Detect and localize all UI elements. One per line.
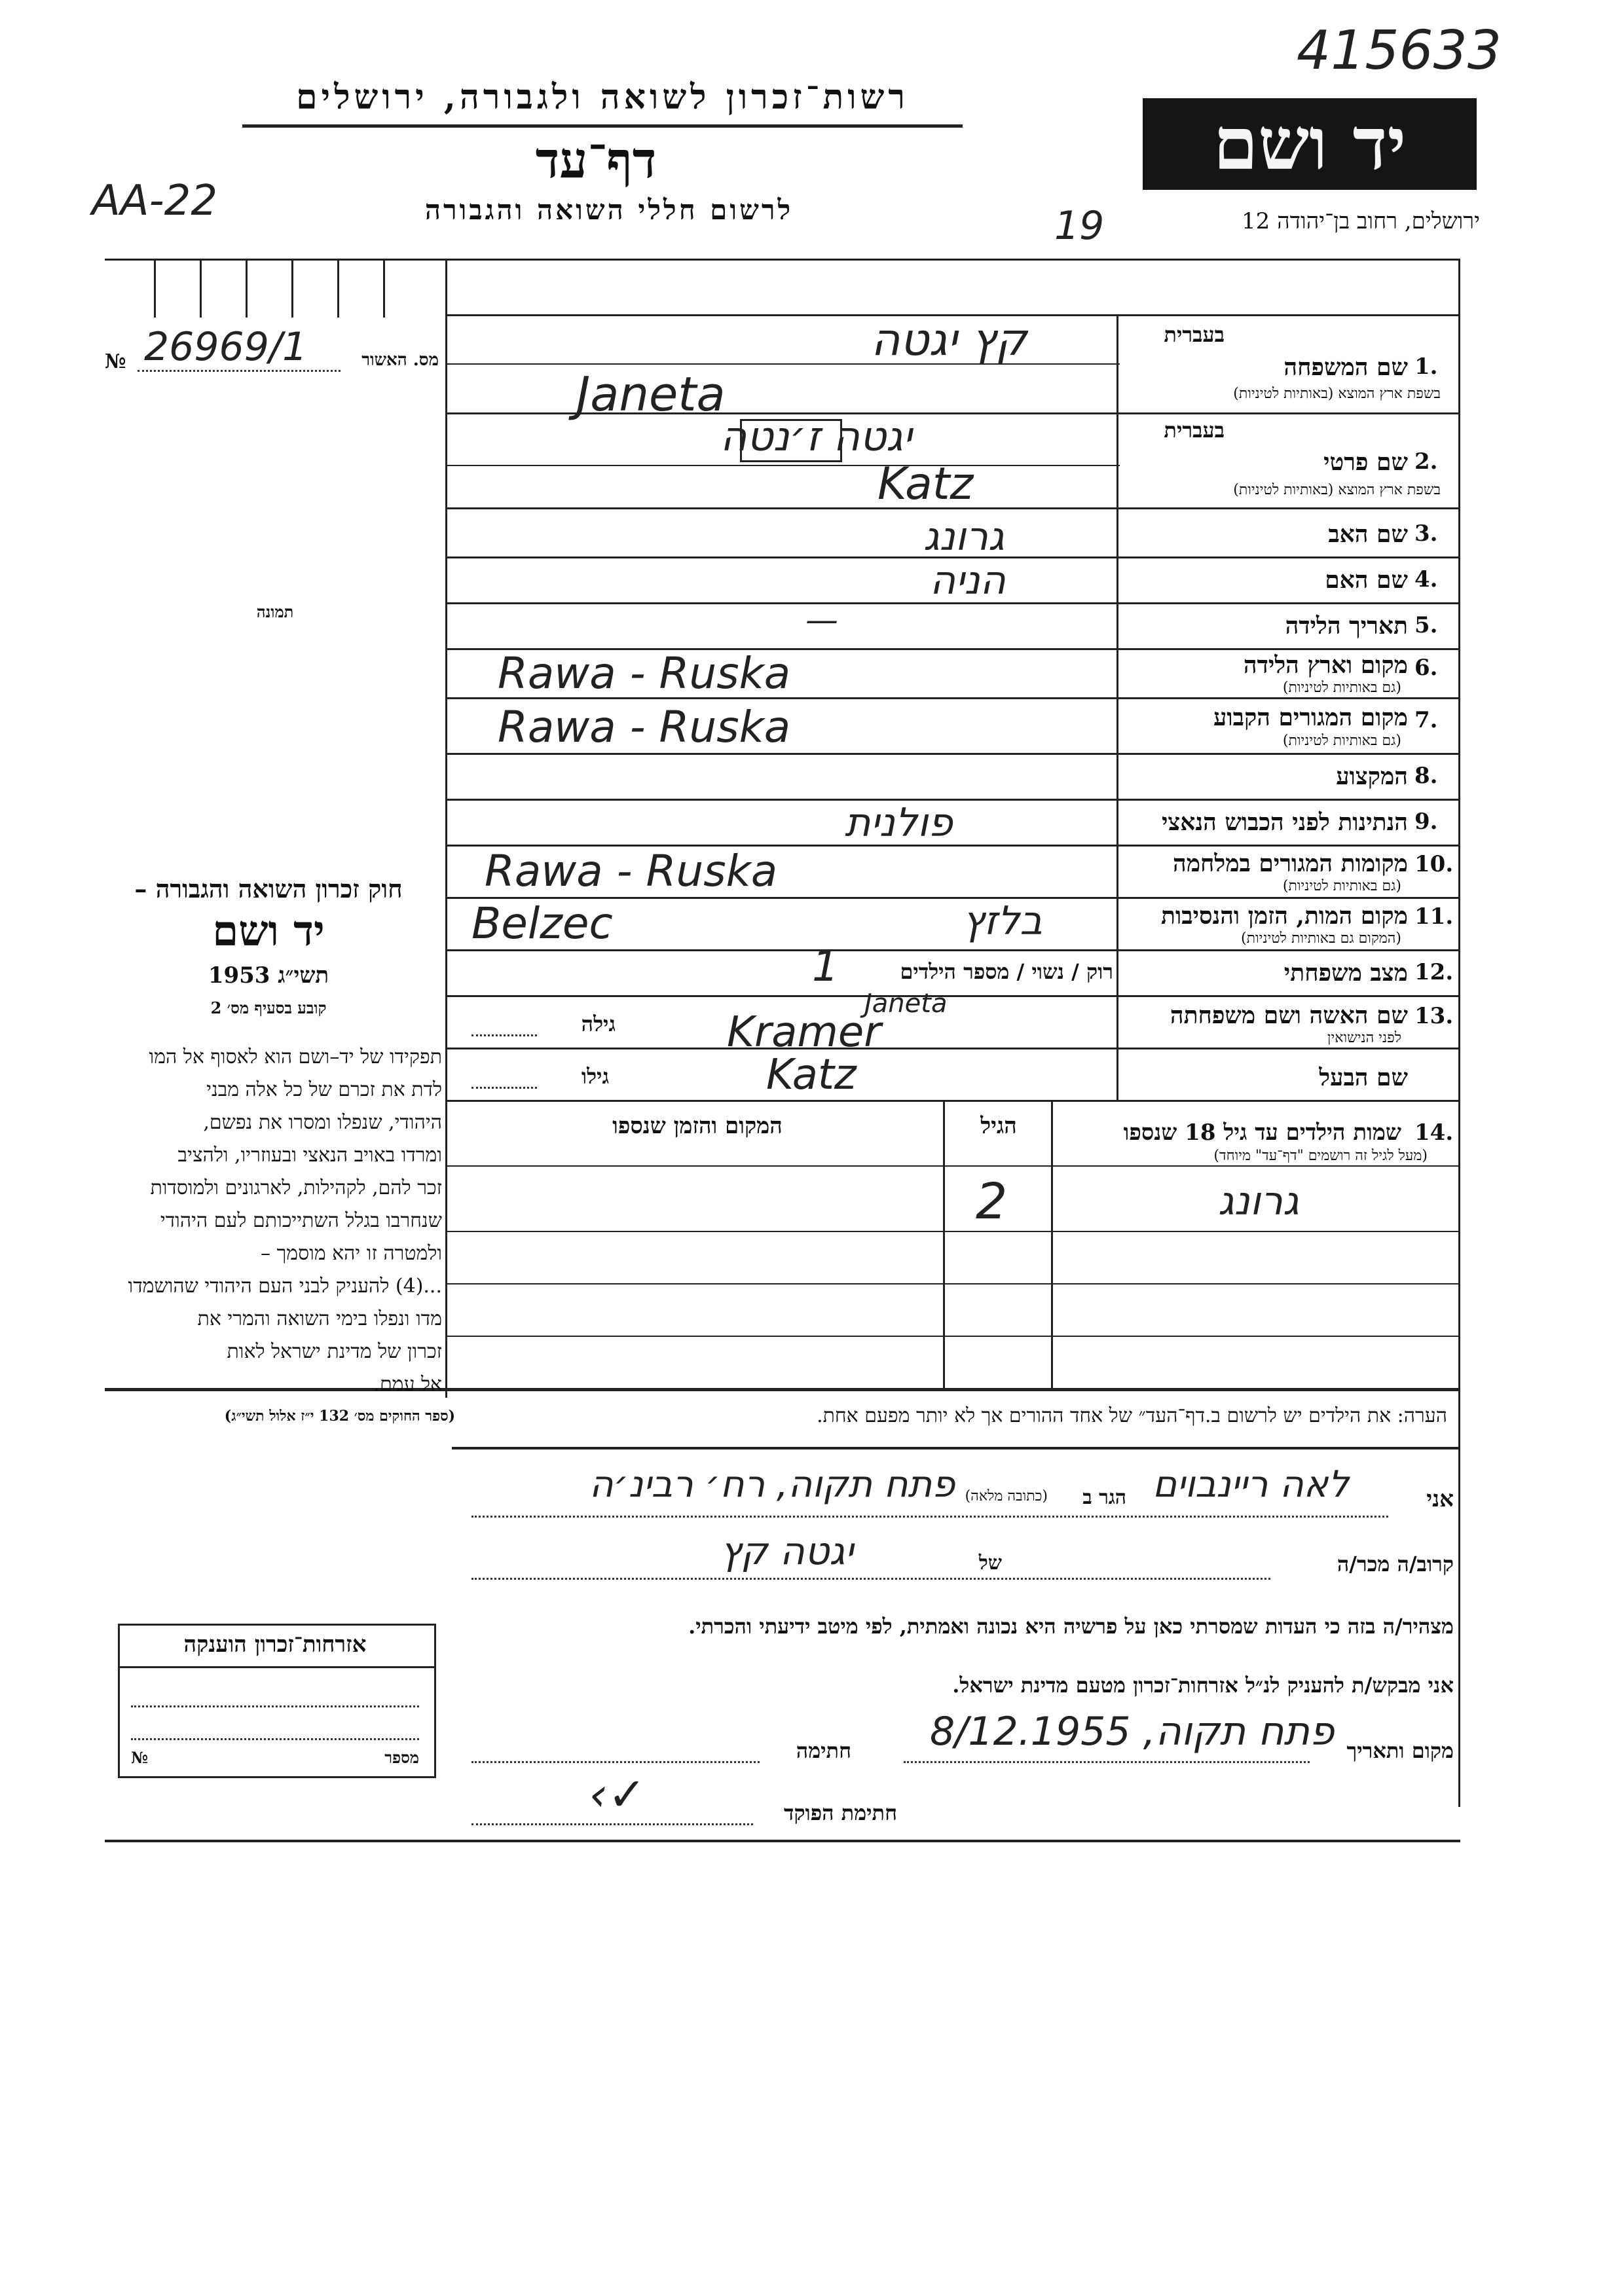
form-subtitle: לרשום חללי השואה והגבורה — [424, 194, 794, 226]
field-9-label: הנתינות לפני הכבוש הנאצי — [1161, 809, 1408, 836]
husband-age-line — [471, 1087, 537, 1089]
field-1-sub: בשפת ארץ המוצא (באותיות לטיניות) — [1233, 386, 1441, 402]
law-text-line: תפקידו של יד–ושם הוא לאסוף אל המו — [149, 1046, 442, 1068]
citizenship-number-prefix: № — [131, 1748, 149, 1767]
tick — [200, 259, 202, 318]
citizenship-box-line — [131, 1738, 419, 1740]
field-11-label: מקום המות, הזמן והנסיבות — [1161, 902, 1408, 930]
row-line — [445, 465, 1120, 466]
children-note: הערה: את הילדים יש לרשום ב.דף־העד״ של אחד ההורים אך לא יותר מפעם אחת. — [817, 1404, 1447, 1427]
field-7-label: מקום המגורים הקבוע — [1213, 704, 1408, 731]
field-2-num: 2. — [1414, 448, 1438, 475]
children-col-divider — [1051, 1100, 1053, 1388]
field-11-extra: בלזץ — [963, 898, 1043, 944]
institution-name: רשות־זכרון לשואה ולגבורה, ירושלים — [296, 77, 909, 117]
field-13-age-label: גילה — [581, 1011, 616, 1036]
law-text-line: ...(4) להעניק לבני העם היהודי שהושמדו — [128, 1275, 442, 1298]
field-4-label: שם האם — [1325, 566, 1408, 594]
field-11-sub: (המקום גם באותיות לטיניות) — [1241, 930, 1401, 947]
approval-number: 26969/1 — [144, 324, 308, 370]
law-text — [101, 1041, 442, 1401]
field-13-value: Kramer — [727, 1008, 881, 1057]
officer-signature-mark: ‹✓ — [589, 1768, 646, 1821]
field-2-label: שם פרטי — [1323, 448, 1408, 476]
children-row-line — [445, 1231, 1459, 1232]
approval-label: מס. האשור — [361, 350, 439, 370]
place-date-line — [904, 1761, 1310, 1763]
children-label: שמות הילדים עד גיל 18 שנספו — [1123, 1120, 1401, 1146]
officer-signature-label: חתימת הפוקד — [784, 1800, 897, 1825]
field-3-value: גרונג — [923, 514, 1005, 560]
field-13-age-line — [471, 1034, 537, 1036]
signature-label: חתימה — [796, 1738, 851, 1763]
field-1-lang: בעברית — [1164, 322, 1225, 347]
field-10-sub: (גם באותיות לטיניות) — [1282, 878, 1401, 894]
field-9-value: פולנית — [845, 800, 953, 846]
address: ירושלים, רחוב בן־יהודה 12 — [1242, 208, 1480, 234]
law-text-line: ולמטרה זו יהא מוסמך – — [261, 1242, 442, 1265]
law-text-line: שנחרבו בגלל השתייכותם לעם היהודי — [160, 1209, 442, 1232]
declarant-resides-label: הגר ב — [1082, 1486, 1126, 1509]
law-name: יד ושם — [212, 907, 325, 956]
field-2-latin-value: Katz — [877, 458, 974, 510]
child-1-name: גרונג — [1218, 1178, 1299, 1224]
law-text-line: זכר להם, לקהילות, לארגונים ולמוסדות — [150, 1176, 442, 1199]
children-num: 14. — [1414, 1120, 1454, 1146]
husband-value: Katz — [766, 1051, 857, 1099]
field-10-num: 10. — [1414, 851, 1454, 877]
institution-underline — [242, 124, 963, 128]
row-line — [445, 1048, 1459, 1049]
relation-line — [471, 1578, 1270, 1580]
tick — [337, 259, 339, 318]
value-label-divider — [1116, 314, 1118, 1100]
law-text-line: לדת את זכרם של כל אלה מבני — [206, 1078, 442, 1101]
row-line — [445, 949, 1459, 951]
field-4-value: הניה — [930, 558, 1006, 604]
field-2-lang: בעברית — [1164, 418, 1225, 443]
field-8-label: המקצוע — [1336, 763, 1408, 790]
note-bottom-line — [452, 1447, 1460, 1449]
children-place-header: המקום והזמן שנספו — [612, 1113, 783, 1139]
approval-line — [138, 370, 341, 372]
citizenship-box-title-line — [118, 1666, 434, 1668]
field-5-num: 5. — [1414, 612, 1438, 638]
field-1-latin-value: Janeta — [576, 367, 726, 422]
field-1-num: 1. — [1414, 354, 1438, 380]
law-text-line: זכרון של מדינת ישראל לאות — [227, 1340, 442, 1363]
field-12-label: מצב משפחתי — [1283, 959, 1408, 987]
citizenship-box-title: אזרחות־זכרון הוענקה — [183, 1631, 367, 1658]
yad-vashem-logo: יד ושם — [1143, 98, 1477, 190]
field-7-sub: (גם באותיות לטיניות) — [1282, 733, 1401, 749]
tick — [383, 259, 385, 318]
declarant-address-hint: (כתובה מלאה) — [965, 1488, 1048, 1504]
field-9-num: 9. — [1414, 809, 1438, 835]
field-11-num: 11. — [1414, 903, 1454, 930]
declarant-name: לאה ריינבוים — [1153, 1463, 1350, 1506]
field-12-children-count: 1 — [812, 943, 839, 991]
field-1-label: שם המשפחה — [1283, 354, 1408, 381]
tick — [291, 259, 293, 318]
field-5-value: — — [805, 601, 838, 639]
form-bottom-line — [105, 1840, 1460, 1842]
row-line — [445, 1100, 1459, 1102]
relation-of-label: של — [978, 1552, 1002, 1575]
relation-label: קרוב/ה מכר/ה — [1337, 1552, 1454, 1576]
officer-signature-line — [471, 1823, 753, 1825]
field-13-extra: Janeta — [864, 989, 948, 1019]
children-row-line — [445, 1283, 1459, 1285]
field-8-num: 8. — [1414, 763, 1438, 789]
field-4-num: 4. — [1414, 566, 1438, 592]
field-5-label: תאריך הלידה — [1285, 612, 1408, 640]
field-7-value: Rawa - Ruska — [498, 702, 791, 752]
law-text-line: מדו ונפלו בימי השואה והמרי את — [197, 1307, 442, 1330]
form-left-column-border — [445, 259, 447, 1398]
field-3-num: 3. — [1414, 520, 1438, 547]
declaration-text: מצהיר/ה בזה כי העדות שמסרתי כאן על פרשיה היא נכונה ואמתית, לפי מיטב ידיעתי והכרתי. — [688, 1614, 1454, 1639]
citizenship-box-line — [131, 1705, 419, 1707]
children-col-divider — [943, 1100, 945, 1388]
husband-label: שם הבעל — [1319, 1064, 1408, 1091]
relation-value: יגטה קץ — [720, 1529, 854, 1573]
field-1-hebrew-value: קץ יגטה — [871, 314, 1027, 366]
declarant-line — [471, 1516, 1388, 1518]
field-11-value: Belzec — [471, 898, 613, 949]
form-top-border — [105, 259, 1460, 261]
row-line — [445, 753, 1459, 755]
photo-label: תמונה — [256, 602, 294, 621]
corner-mark: AA-22 — [92, 177, 218, 225]
field-2-hebrew-value: יגטה ז׳נטה — [720, 412, 912, 460]
children-age-header: הגיל — [980, 1113, 1017, 1139]
field-12-num: 12. — [1414, 959, 1454, 985]
citizenship-request: אני מבקש/ת להעניק לנ״ל אזרחות־זכרון מטעם מדינת ישראל. — [952, 1673, 1454, 1698]
children-sub: (מעל לגיל זה רושמים "דף־עד" מיוחד) — [1213, 1148, 1428, 1164]
field-13-sub: לפני הנישואין — [1327, 1030, 1401, 1046]
husband-age-label: גילו — [581, 1064, 609, 1089]
approval-prefix: № — [105, 350, 126, 373]
address-year: 19 — [1054, 203, 1105, 249]
field-13-num: 13. — [1414, 1003, 1454, 1029]
children-row-line — [445, 1336, 1459, 1337]
row-line — [445, 995, 1459, 997]
field-10-value: Rawa - Ruska — [485, 846, 778, 896]
field-13-label: שם האשה ושם משפחתה — [1170, 1002, 1408, 1029]
children-header-line — [445, 1165, 1459, 1167]
archive-number: 415633 — [1297, 20, 1502, 82]
law-text-line: אל עמם. — [373, 1373, 442, 1396]
field-6-value: Rawa - Ruska — [498, 648, 791, 699]
law-text-line: היהודי, שנפלו ומסרו את נפשם, — [203, 1111, 442, 1134]
field-6-label: מקום וארץ הלידה — [1243, 651, 1408, 679]
law-clause: קובע בסעיף מס׳ 2 — [210, 998, 327, 1017]
form-right-border — [1458, 259, 1460, 1807]
law-footnote: (ספר החוקים מס׳ 132 י״ז אלול תשי״ג) — [224, 1408, 455, 1425]
field-10-label: מקומות המגורים במלחמה — [1173, 850, 1408, 877]
law-title: חוק זכרון השואה והגבורה – — [134, 874, 403, 903]
declarant-i-label: אני — [1426, 1486, 1454, 1512]
child-1-age: 2 — [976, 1172, 1008, 1230]
tick — [246, 259, 248, 318]
law-text-line: ומרדו באויב הנאצי ובעוזריו, ולהציב — [177, 1144, 442, 1167]
declarant-address: פתח תקוה, רח׳ רבינ׳ה — [589, 1463, 955, 1506]
place-date-value: פתח תקוה, 8/12.1955 — [930, 1709, 1335, 1755]
field-7-num: 7. — [1414, 707, 1438, 733]
citizenship-number-label: מספר — [384, 1748, 419, 1767]
field-2-correction-box — [740, 419, 842, 462]
field-12-inline-label: רוק / נשוי / מספר הילדים — [900, 959, 1113, 984]
field-3-label: שם האב — [1328, 520, 1408, 548]
field-6-num: 6. — [1414, 655, 1438, 681]
form-title: דף־עד — [535, 131, 657, 189]
signature-line — [471, 1761, 760, 1763]
place-date-label: מקום ותאריך — [1346, 1738, 1454, 1763]
tick — [154, 259, 156, 318]
field-6-sub: (גם באותיות לטיניות) — [1282, 680, 1401, 696]
field-2-sub: בשפת ארץ המוצא (באותיות לטיניות) — [1233, 482, 1441, 498]
law-year: תשי״ג 1953 — [208, 962, 329, 989]
